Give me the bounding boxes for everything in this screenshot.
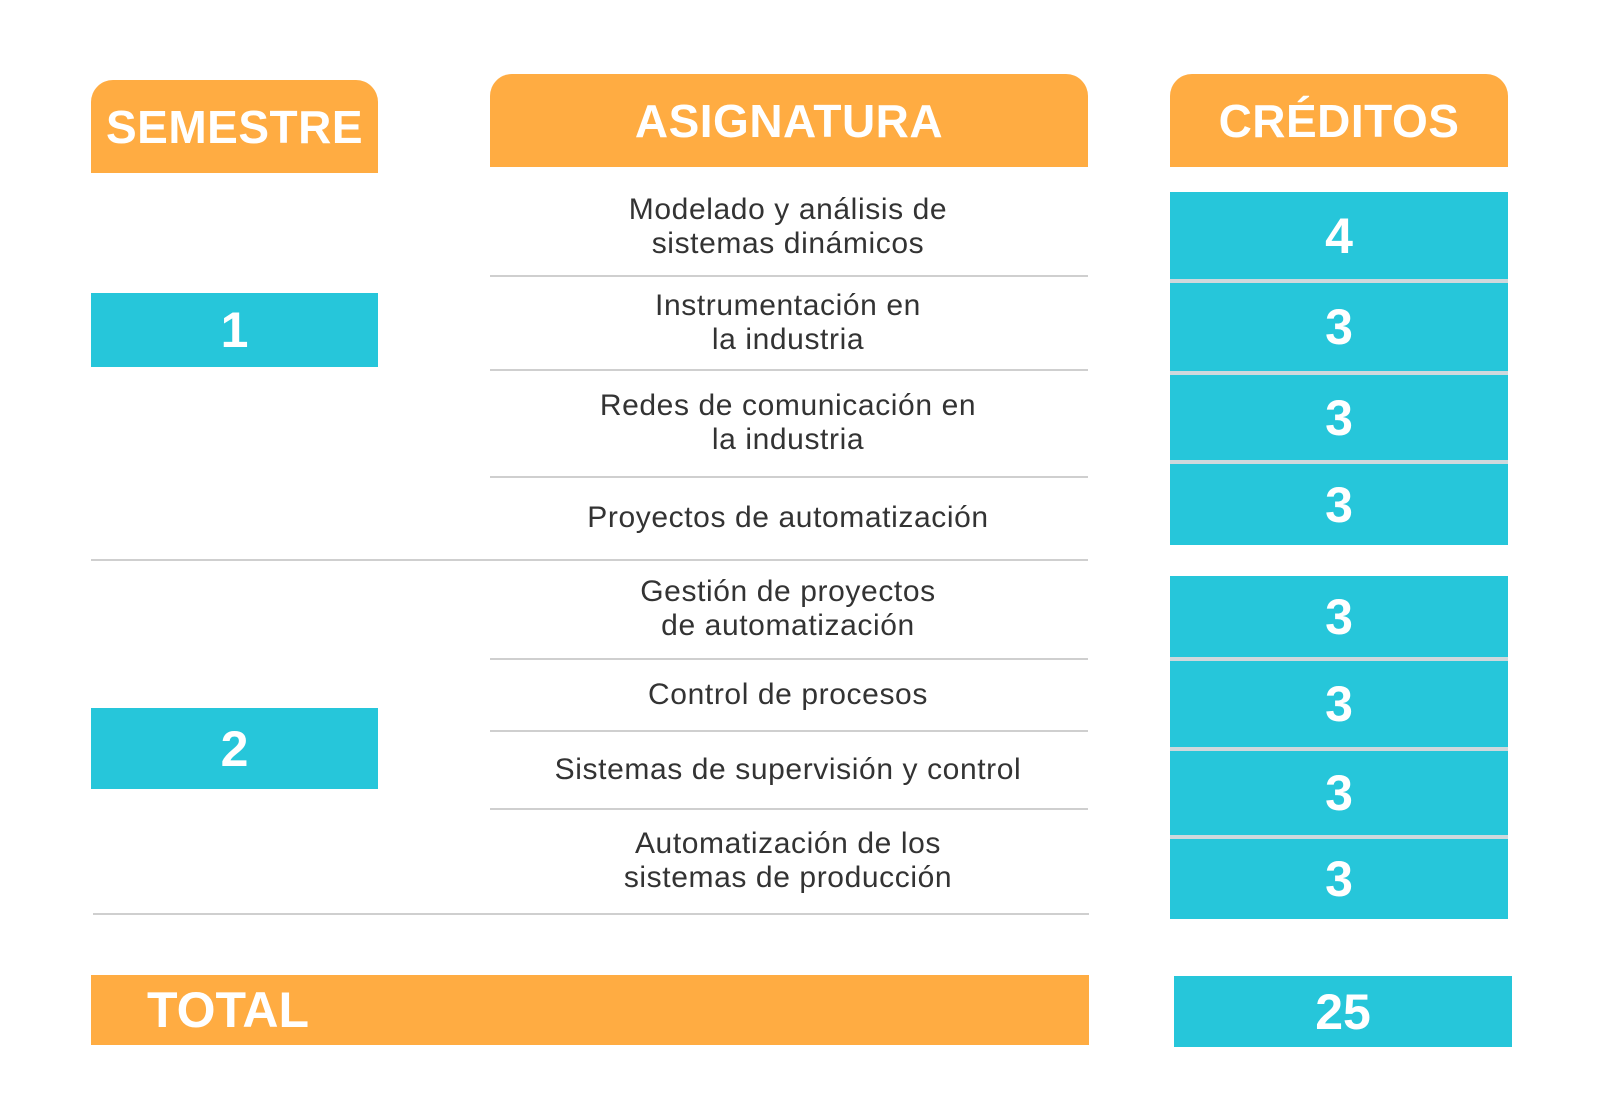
credit-cell: 3: [1170, 283, 1508, 371]
subject-row: [490, 732, 1086, 808]
subject-line-1: Redes de comunicación en: [599, 389, 977, 422]
subject-line-2: sistemas de producción: [623, 861, 953, 894]
total-value: 25: [1174, 976, 1512, 1047]
subject-row: [490, 180, 1086, 274]
subject-row: [490, 277, 1086, 369]
subject-line-1: Control de procesos: [648, 678, 928, 711]
credit-cell: 3: [1170, 464, 1508, 545]
header-asignatura: ASIGNATURA: [490, 74, 1088, 167]
subject-line-2: la industria: [711, 323, 865, 356]
credit-cell: 3: [1170, 375, 1508, 460]
header-semestre: SEMESTRE: [91, 80, 378, 173]
credit-cell: 3: [1170, 576, 1508, 657]
credit-cell: 3: [1170, 661, 1508, 747]
semester-2-badge: 2: [91, 708, 378, 789]
header-creditos: CRÉDITOS: [1170, 74, 1508, 167]
subject-line-1: Sistemas de supervisión y control: [554, 753, 1022, 786]
subject-row: [490, 371, 1086, 475]
subject-line-1: Proyectos de automatización: [587, 501, 989, 534]
subject-row: [490, 810, 1086, 912]
subject-line-1: Automatización de los: [634, 827, 942, 860]
subject-row: [490, 561, 1086, 657]
subject-line-2: sistemas dinámicos: [651, 227, 925, 260]
subject-line-2: de automatización: [661, 609, 915, 642]
semester-divider: [93, 913, 1089, 915]
subject-line-1: Modelado y análisis de: [628, 193, 948, 226]
credit-cell: 4: [1170, 192, 1508, 279]
total-bar: [91, 975, 1089, 1045]
subject-line-1: Instrumentación en: [655, 289, 921, 322]
credit-cell: 3: [1170, 751, 1508, 835]
total-label: TOTAL: [147, 982, 310, 1038]
subject-line-2: la industria: [711, 423, 865, 456]
subject-line-1: Gestión de proyectos: [640, 575, 936, 608]
subject-row: [490, 478, 1086, 558]
semester-1-badge: 1: [91, 293, 378, 367]
subject-row: [490, 660, 1086, 730]
credit-cell: 3: [1170, 839, 1508, 919]
